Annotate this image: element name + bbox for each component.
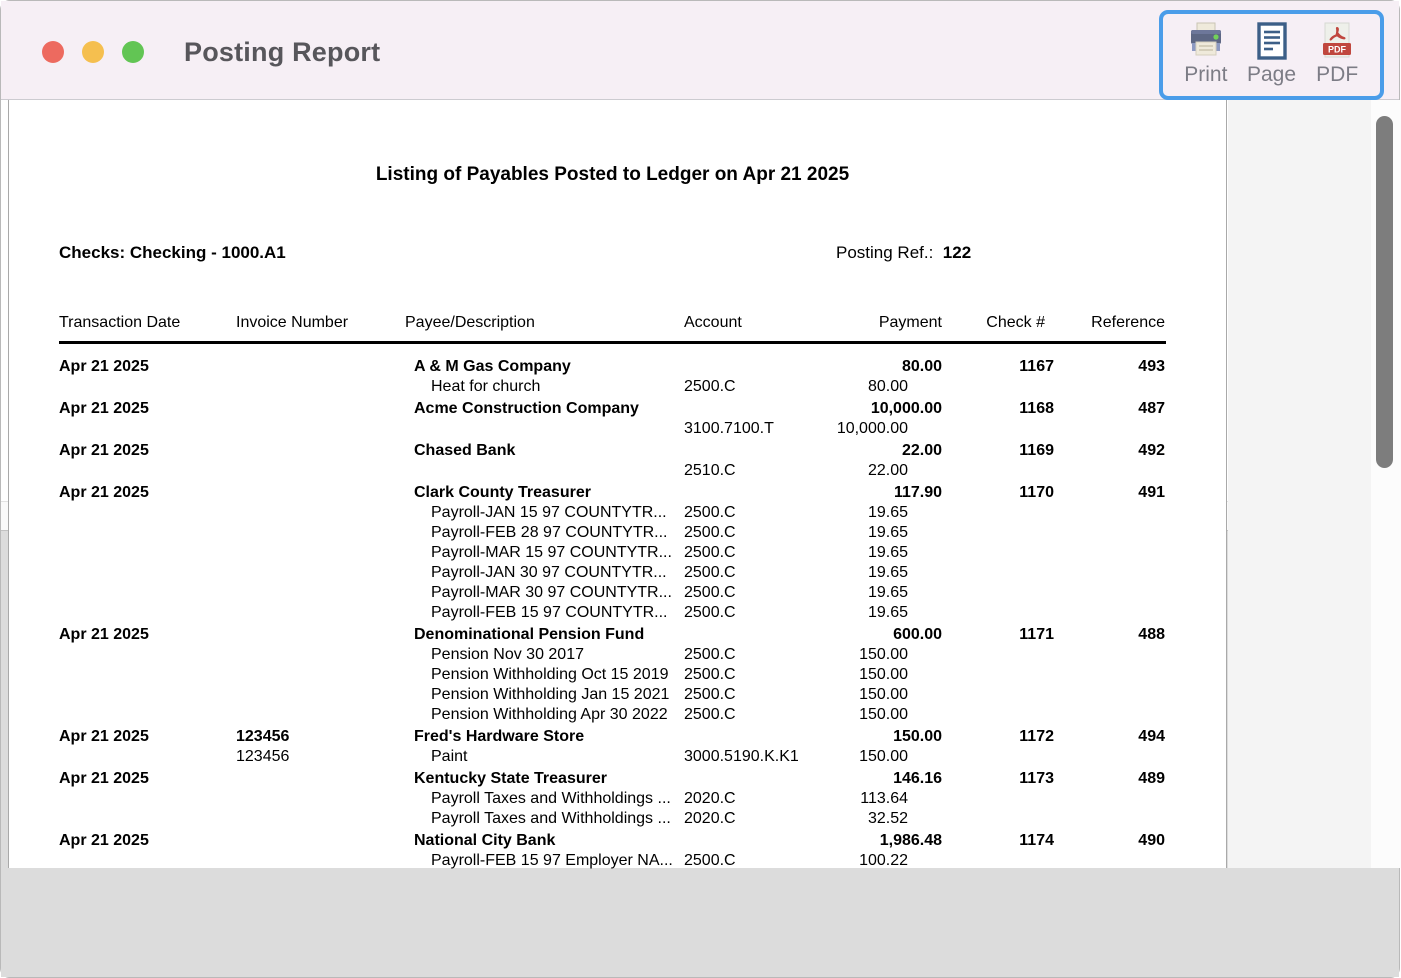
cell-date xyxy=(59,461,236,481)
cell-date xyxy=(59,503,236,523)
window-title: Posting Report xyxy=(184,37,381,67)
pdf-icon xyxy=(1320,20,1354,62)
cell-date xyxy=(59,685,236,705)
cell-invoice xyxy=(236,789,405,809)
table-row xyxy=(59,357,1166,377)
cell-desc: Payroll Taxes and Withholdings ... xyxy=(431,790,671,807)
cell-payment: 1,986.48 xyxy=(879,832,942,849)
cell-check xyxy=(942,563,1054,583)
cell-payment: 19.65 xyxy=(867,564,908,581)
cell-account: 2500.C xyxy=(684,504,736,521)
cell-payment: 150.00 xyxy=(859,748,908,765)
cell-reference xyxy=(1054,685,1165,705)
cell-check xyxy=(942,583,1054,603)
table-row xyxy=(59,705,1166,725)
table-row xyxy=(59,441,1166,461)
cell-reference xyxy=(1054,603,1165,623)
cell-account: 2500.C xyxy=(684,604,736,621)
cell-payment: 117.90 xyxy=(893,484,942,501)
cell-date: Apr 21 2025 xyxy=(59,626,149,643)
cell-account: 3000.5190.K.K1 xyxy=(684,748,799,765)
cell-check: 1172 xyxy=(1019,728,1054,745)
cell-payment: 600.00 xyxy=(893,626,942,643)
cell-payment: 150.00 xyxy=(859,706,908,723)
cell-date xyxy=(59,809,236,829)
cell-reference xyxy=(1054,543,1165,563)
minimize-button[interactable] xyxy=(82,41,104,63)
cell-account xyxy=(684,831,791,851)
cell-desc: National City Bank xyxy=(414,832,556,849)
cell-date xyxy=(59,603,236,623)
cell-date xyxy=(59,747,236,767)
cell-check xyxy=(942,665,1054,685)
cell-reference xyxy=(1054,665,1165,685)
cell-account: 2500.C xyxy=(684,544,736,561)
cell-reference xyxy=(1054,747,1165,767)
cell-check xyxy=(942,523,1054,543)
table-row xyxy=(59,769,1166,789)
cell-reference xyxy=(1054,377,1165,397)
cell-account: 2500.C xyxy=(684,584,736,601)
close-button[interactable] xyxy=(42,41,64,63)
pdf-badge-text: PDF xyxy=(1328,44,1347,55)
cell-check xyxy=(942,747,1054,767)
cell-payment: 19.65 xyxy=(867,524,908,541)
cell-payment: 19.65 xyxy=(867,504,908,521)
cell-payment: 32.52 xyxy=(867,810,908,827)
cell-check xyxy=(942,789,1054,809)
cell-invoice xyxy=(236,705,405,725)
table-row xyxy=(59,645,1166,665)
table-row xyxy=(59,789,1166,809)
cell-check xyxy=(942,461,1054,481)
cell-payment: 150.00 xyxy=(859,646,908,663)
table-row xyxy=(59,809,1166,829)
cell-account xyxy=(684,625,791,645)
cell-desc: Pension Withholding Oct 15 2019 xyxy=(431,666,669,683)
cell-date: Apr 21 2025 xyxy=(59,442,149,459)
cell-desc: Kentucky State Treasurer xyxy=(414,770,607,787)
cell-account: 2510.C xyxy=(684,462,736,479)
table-row xyxy=(59,625,1166,645)
posting-ref-value: 122 xyxy=(942,243,972,262)
cell-check xyxy=(942,543,1054,563)
report-title: Listing of Payables Posted to Ledger on Apr 21 2025 xyxy=(375,164,850,185)
table-row xyxy=(59,563,1166,583)
cell-invoice: 123456 xyxy=(236,728,290,745)
cell-desc: Denominational Pension Fund xyxy=(414,626,645,643)
cell-reference xyxy=(1054,645,1165,665)
cell-check: 1171 xyxy=(1019,626,1054,643)
cell-desc: Pension Withholding Apr 30 2022 xyxy=(431,706,668,723)
cell-reference xyxy=(1054,705,1165,725)
cell-reference xyxy=(1054,461,1165,481)
cell-invoice xyxy=(236,685,405,705)
cell-check: 1174 xyxy=(1019,832,1054,849)
titlebar xyxy=(1,1,1399,100)
cell-reference: 489 xyxy=(1138,770,1165,787)
table-row xyxy=(59,727,1166,747)
report-page xyxy=(8,100,1227,868)
cell-check xyxy=(942,685,1054,705)
pdf-label: PDF xyxy=(1316,63,1359,86)
cell-invoice xyxy=(236,831,405,851)
page-icon xyxy=(1256,20,1288,62)
cell-payment: 10,000.00 xyxy=(836,420,908,437)
page-setup-button[interactable] xyxy=(1239,20,1305,92)
cell-desc: Payroll-MAR 30 97 COUNTYTR... xyxy=(431,584,672,601)
cell-desc: Acme Construction Company xyxy=(414,400,639,417)
cell-payment: 22.00 xyxy=(867,462,908,479)
cell-check xyxy=(942,705,1054,725)
cell-check xyxy=(942,603,1054,623)
table-row xyxy=(59,685,1166,705)
cell-account: 2500.C xyxy=(684,524,736,541)
table-row xyxy=(59,665,1166,685)
cell-invoice xyxy=(236,461,405,481)
cell-invoice xyxy=(236,583,405,603)
cell-date xyxy=(59,523,236,543)
cell-reference: 492 xyxy=(1138,442,1165,459)
table-row xyxy=(59,523,1166,543)
vertical-scrollbar[interactable] xyxy=(1371,100,1401,868)
cell-invoice xyxy=(236,603,405,623)
column-header-transaction-date: Transaction Date xyxy=(59,314,181,331)
cell-desc: Pension Withholding Jan 15 2021 xyxy=(431,686,670,703)
cell-check: 1173 xyxy=(1019,770,1054,787)
print-button[interactable] xyxy=(1173,20,1239,92)
cell-invoice xyxy=(236,851,405,871)
cell-check xyxy=(942,809,1054,829)
cell-account xyxy=(684,441,791,461)
cell-check xyxy=(942,377,1054,397)
cell-invoice xyxy=(236,769,405,789)
table-row xyxy=(59,583,1166,603)
cell-reference: 487 xyxy=(1138,400,1165,417)
cell-reference xyxy=(1054,809,1165,829)
cell-payment: 19.65 xyxy=(867,584,908,601)
cell-check xyxy=(942,503,1054,523)
cell-account xyxy=(684,769,791,789)
cell-account xyxy=(684,483,791,503)
cell-invoice xyxy=(236,441,405,461)
viewport-gutter xyxy=(1228,100,1371,868)
cell-account: 2500.C xyxy=(684,378,736,395)
cell-invoice xyxy=(236,543,405,563)
cell-invoice xyxy=(236,645,405,665)
cell-reference: 493 xyxy=(1138,358,1165,375)
cell-payment: 150.00 xyxy=(859,666,908,683)
cell-reference: 494 xyxy=(1138,728,1165,745)
column-header-check: Check # xyxy=(986,314,1045,331)
cell-desc: Payroll-FEB 15 97 Employer NA... xyxy=(431,852,673,869)
cell-payment: 146.16 xyxy=(893,770,942,787)
cell-invoice xyxy=(236,563,405,583)
cell-invoice xyxy=(236,377,405,397)
cell-invoice xyxy=(236,809,405,829)
column-header-account: Account xyxy=(684,314,742,331)
page-label: Page xyxy=(1246,63,1297,86)
cell-date xyxy=(59,851,236,871)
cell-invoice xyxy=(236,419,405,439)
cell-account xyxy=(684,399,791,419)
table-row xyxy=(59,483,1166,503)
cell-date xyxy=(59,665,236,685)
cell-desc xyxy=(405,461,684,481)
cell-payment: 150.00 xyxy=(859,686,908,703)
checks-account-label: Checks: Checking - 1000.A1 xyxy=(59,243,286,262)
cell-reference: 490 xyxy=(1138,832,1165,849)
cell-date: Apr 21 2025 xyxy=(59,832,149,849)
cell-account: 2500.C xyxy=(684,564,736,581)
cell-invoice xyxy=(236,665,405,685)
header-divider xyxy=(59,341,1166,344)
cell-account xyxy=(684,357,791,377)
cell-reference xyxy=(1054,789,1165,809)
cell-reference xyxy=(1054,851,1165,871)
cell-account: 2500.C xyxy=(684,706,736,723)
cell-reference: 491 xyxy=(1138,484,1165,501)
table-row xyxy=(59,461,1166,481)
cell-invoice xyxy=(236,357,405,377)
vertical-scrollbar-thumb[interactable] xyxy=(1376,116,1393,468)
cell-check: 1169 xyxy=(1019,442,1054,459)
cell-desc: Clark County Treasurer xyxy=(414,484,591,501)
posting-ref xyxy=(836,243,971,263)
cell-payment: 19.65 xyxy=(867,604,908,621)
cell-check xyxy=(942,645,1054,665)
document-viewport xyxy=(1,100,1399,869)
cell-desc: A & M Gas Company xyxy=(414,358,571,375)
table-row xyxy=(59,543,1166,563)
cell-payment: 80.00 xyxy=(867,378,908,395)
cell-desc: Payroll-FEB 28 97 COUNTYTR... xyxy=(431,524,668,541)
column-header-invoice-number: Invoice Number xyxy=(236,314,349,331)
cell-reference xyxy=(1054,419,1165,439)
cell-account: 2020.C xyxy=(684,790,736,807)
cell-payment: 10,000.00 xyxy=(870,400,942,417)
table-row xyxy=(59,851,1166,871)
cell-desc: Paint xyxy=(431,748,468,765)
cell-invoice xyxy=(236,399,405,419)
maximize-button[interactable] xyxy=(122,41,144,63)
table-row xyxy=(59,831,1166,851)
cell-date xyxy=(59,583,236,603)
cell-date: Apr 21 2025 xyxy=(59,728,149,745)
cell-payment: 80.00 xyxy=(901,358,942,375)
table-row xyxy=(59,377,1166,397)
cell-desc: Payroll-JAN 15 97 COUNTYTR... xyxy=(431,504,667,521)
cell-payment: 113.64 xyxy=(860,790,908,807)
cell-invoice xyxy=(236,483,405,503)
cell-desc xyxy=(405,419,684,439)
cell-reference xyxy=(1054,563,1165,583)
cell-payment: 150.00 xyxy=(893,728,942,745)
column-header-payee-description: Payee/Description xyxy=(405,314,535,331)
report-rows xyxy=(59,357,1166,871)
cell-desc: Payroll-MAR 15 97 COUNTYTR... xyxy=(431,544,672,561)
column-header-payment: Payment xyxy=(878,314,942,331)
posting-ref-label: Posting Ref.: xyxy=(836,243,934,262)
cell-payment: 100.22 xyxy=(859,852,908,869)
cell-account: 2020.C xyxy=(684,810,736,827)
cell-date: Apr 21 2025 xyxy=(59,770,149,787)
cell-desc: Payroll Taxes and Withholdings ... xyxy=(431,810,671,827)
table-row xyxy=(59,419,1166,439)
cell-reference xyxy=(1054,523,1165,543)
cell-date xyxy=(59,563,236,583)
cell-payment: 19.65 xyxy=(867,544,908,561)
table-row xyxy=(59,399,1166,419)
cell-date xyxy=(59,705,236,725)
cell-date xyxy=(59,543,236,563)
cell-invoice xyxy=(236,503,405,523)
table-row xyxy=(59,503,1166,523)
cell-desc: Payroll-JAN 30 97 COUNTYTR... xyxy=(431,564,667,581)
cell-date xyxy=(59,789,236,809)
cell-date xyxy=(59,645,236,665)
cell-account xyxy=(684,727,791,747)
table-header-row xyxy=(59,313,1166,333)
cell-check xyxy=(942,851,1054,871)
cell-date: Apr 21 2025 xyxy=(59,358,149,375)
cell-account: 2500.C xyxy=(684,666,736,683)
cell-invoice xyxy=(236,523,405,543)
print-label: Print xyxy=(1184,63,1228,86)
table-row xyxy=(59,747,1166,767)
cell-desc: Pension Nov 30 2017 xyxy=(431,646,584,663)
cell-date xyxy=(59,419,236,439)
cell-date xyxy=(59,377,236,397)
pdf-button[interactable] xyxy=(1304,20,1370,92)
cell-desc: Heat for church xyxy=(431,378,541,395)
toolbar-focus-group xyxy=(1159,10,1384,100)
cell-desc: Payroll-FEB 15 97 COUNTYTR... xyxy=(431,604,668,621)
table-row xyxy=(59,603,1166,623)
report-subheader xyxy=(59,243,1166,264)
column-header-reference: Reference xyxy=(1091,314,1165,331)
cell-check: 1168 xyxy=(1019,400,1054,417)
cell-invoice: 123456 xyxy=(236,748,290,765)
cell-desc: Fred's Hardware Store xyxy=(414,728,585,745)
cell-account: 2500.C xyxy=(684,646,736,663)
cell-reference xyxy=(1054,583,1165,603)
cell-desc: Chased Bank xyxy=(414,442,516,459)
cell-check: 1167 xyxy=(1019,358,1054,375)
cell-reference: 488 xyxy=(1138,626,1165,643)
cell-account: 2500.C xyxy=(684,852,736,869)
printer-icon xyxy=(1185,20,1227,62)
cell-payment: 22.00 xyxy=(901,442,942,459)
cell-check: 1170 xyxy=(1019,484,1054,501)
cell-account: 2500.C xyxy=(684,686,736,703)
cell-invoice xyxy=(236,625,405,645)
cell-date: Apr 21 2025 xyxy=(59,484,149,501)
cell-account: 3100.7100.T xyxy=(684,420,774,437)
cell-check xyxy=(942,419,1054,439)
cell-reference xyxy=(1054,503,1165,523)
cell-date: Apr 21 2025 xyxy=(59,400,149,417)
